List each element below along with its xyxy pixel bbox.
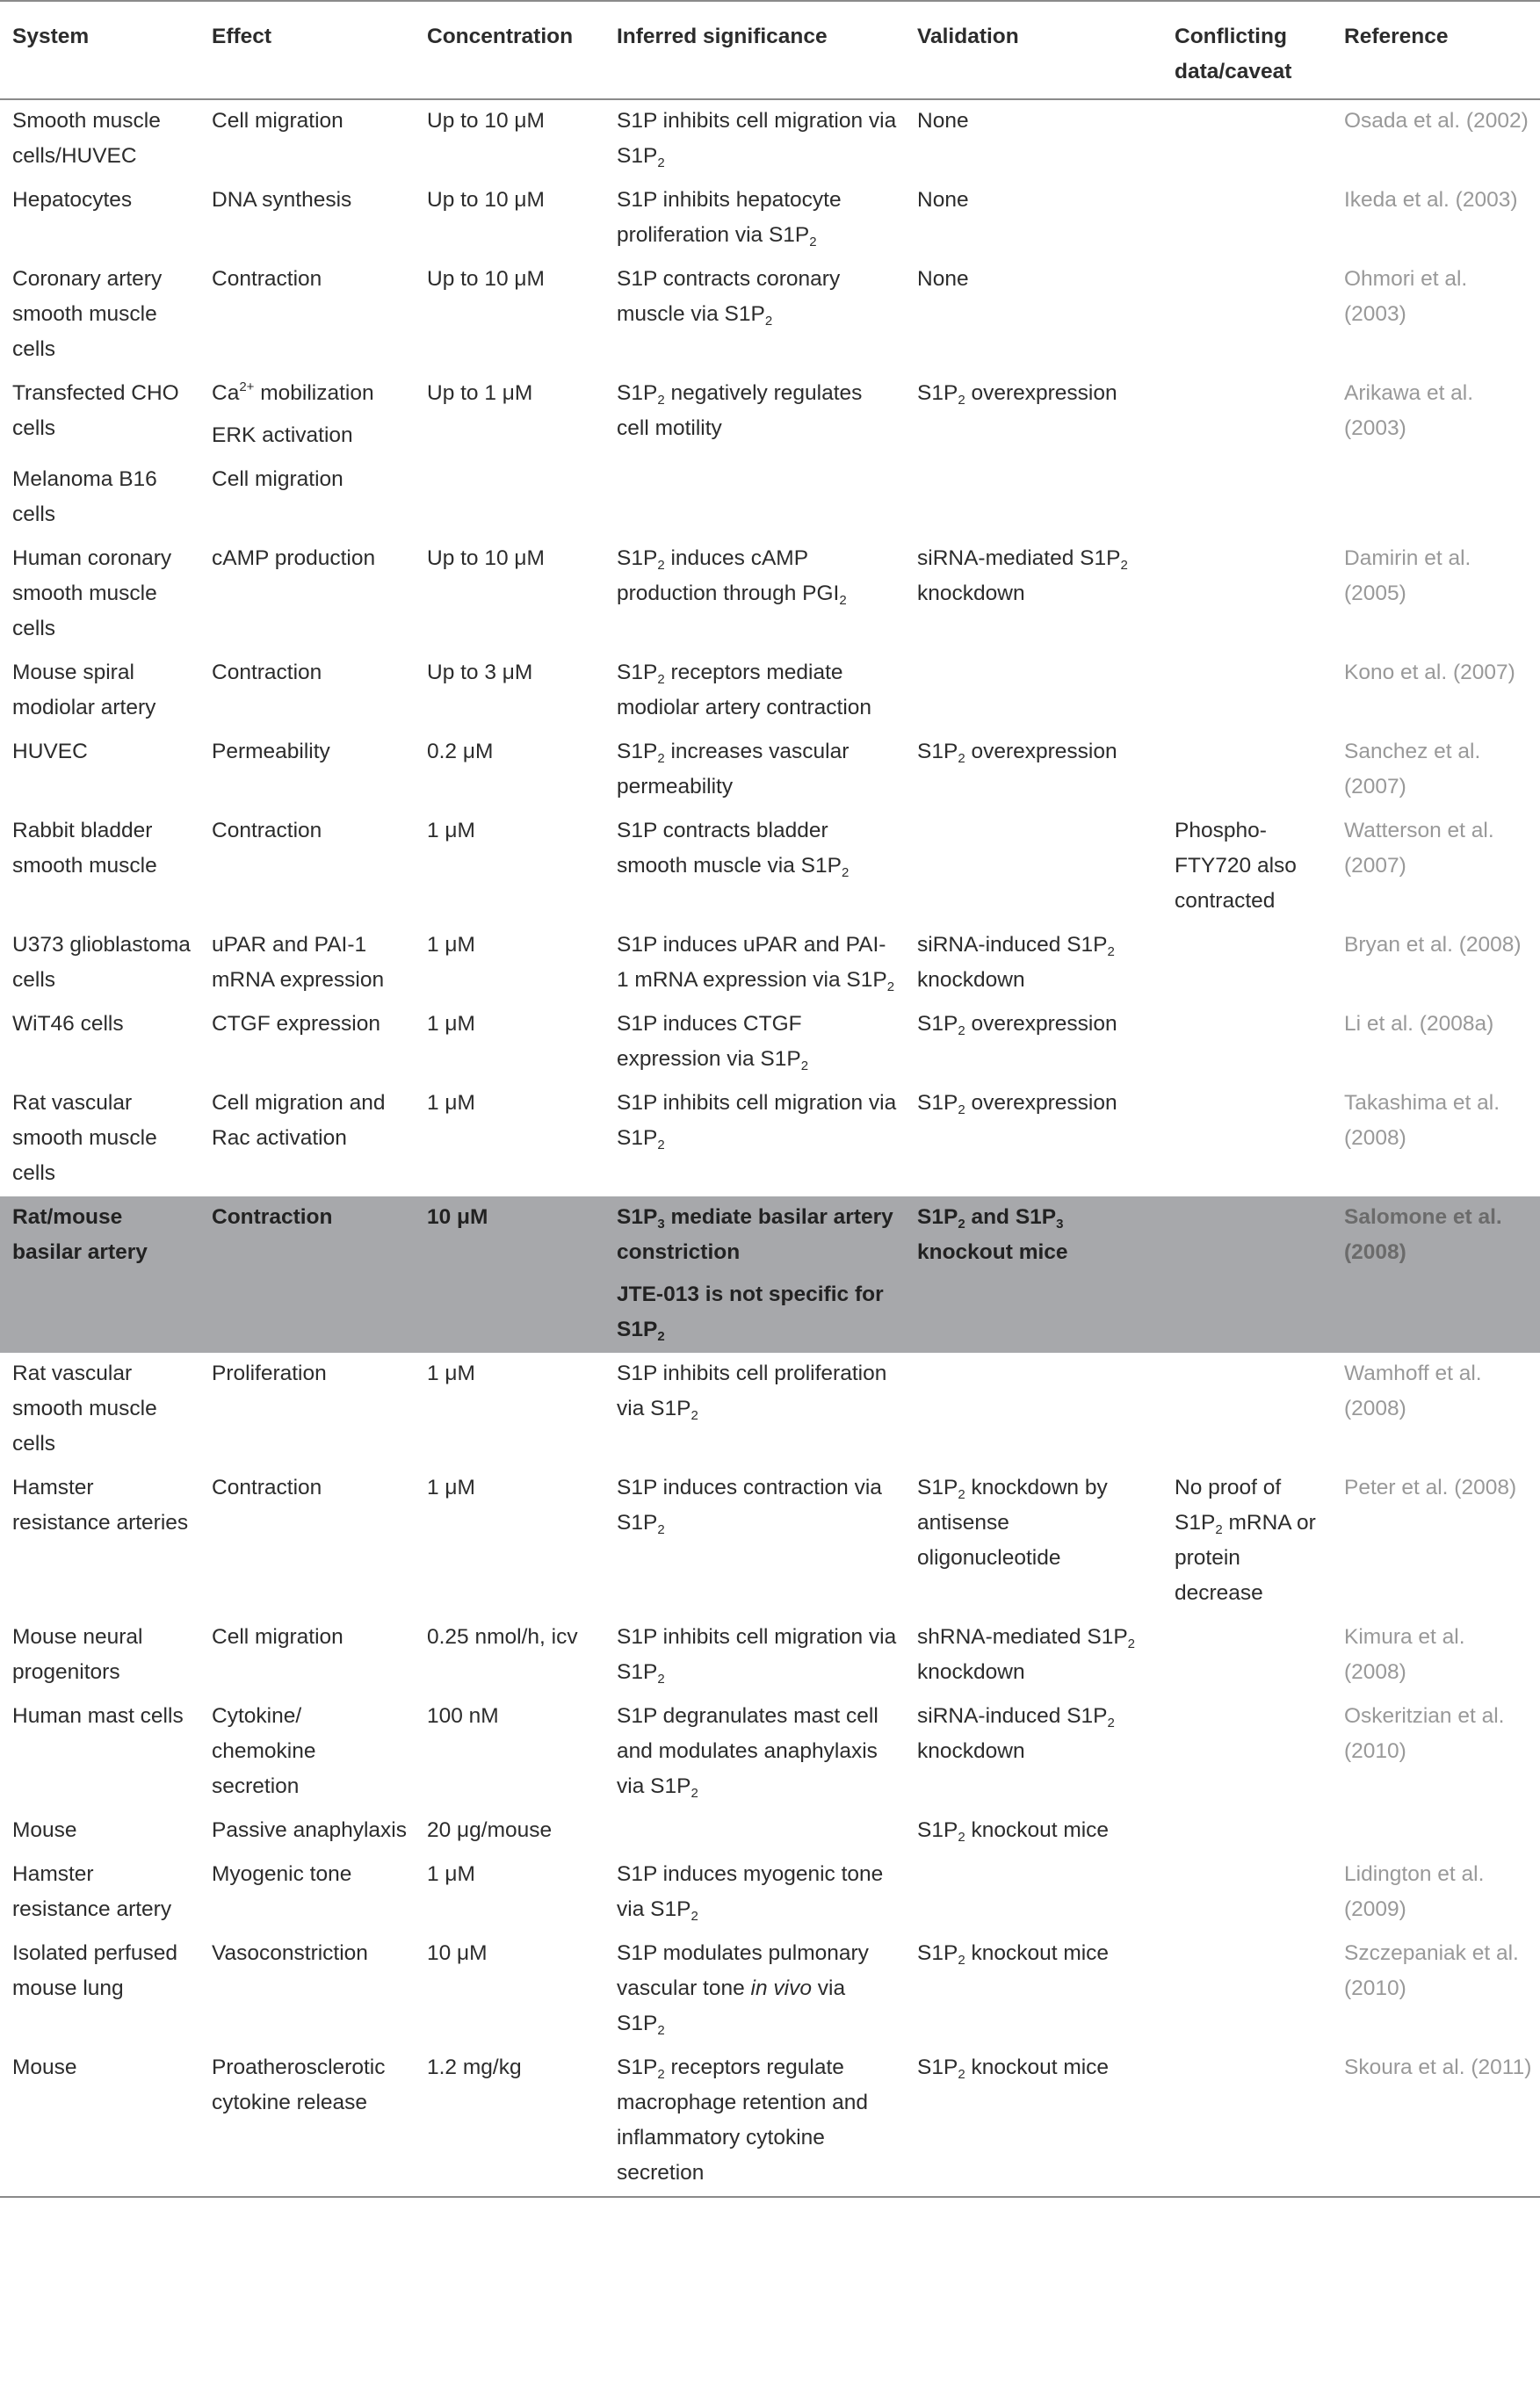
cell-system: Mouse spiral modiolar artery xyxy=(12,661,156,719)
cell-effect: Cell migration xyxy=(212,1625,343,1649)
table-row xyxy=(0,1467,1540,1616)
table-row xyxy=(0,731,1540,810)
cell-validation: None xyxy=(917,267,969,291)
cell-significance: S1P contracts bladder smooth muscle via $S1P_2$ xyxy=(617,819,850,880)
cell-effect: Contraction xyxy=(212,1476,322,1499)
cell-effect: Cell migration xyxy=(212,109,343,133)
cell-validation: $S1P_2$ knockdown by antisense oligonucleotide xyxy=(917,1476,1108,1570)
cell-concentration: 1 μM xyxy=(427,1362,475,1385)
cell-caveat xyxy=(1162,1616,1332,1695)
cell-caveat xyxy=(1162,1003,1332,1082)
cell-caveat xyxy=(1162,459,1332,538)
cell-validation xyxy=(905,652,1162,731)
cell-effect: cAMP production xyxy=(212,546,376,570)
cell-system: Hepatocytes xyxy=(12,188,133,212)
cell-system: Human mast cells xyxy=(12,1704,184,1728)
cell-validation: $S1P_2$ knockout mice xyxy=(905,2047,1162,2197)
cell-significance: $S1P_2$ receptors mediate modiolar artery contraction xyxy=(617,661,872,719)
cell-significance: S1P modulates pulmonary vascular tone in vivo via $S1P_2$ xyxy=(617,1941,869,2038)
cell-concentration xyxy=(415,459,604,538)
cell-concentration: 1 μM xyxy=(427,1476,475,1499)
cell-validation: siRNA-induced $S1P_2$ knockdown xyxy=(917,1704,1115,1763)
cell-concentration: Up to 10 μM xyxy=(427,109,545,133)
cell-caveat xyxy=(1162,1810,1332,1853)
header-validation: Validation xyxy=(905,1,1162,99)
header-reference: Reference xyxy=(1332,1,1540,99)
cell-caveat xyxy=(1162,1853,1332,1933)
cell-system: Hamster resistance artery xyxy=(12,1862,172,1921)
cell-system: Smooth muscle cells/HUVEC xyxy=(12,109,161,168)
cell-system: Coronary artery smooth muscle cells xyxy=(12,267,163,361)
cell-concentration: 1 μM xyxy=(427,1862,475,1886)
cell-concentration: Up to 10 μM xyxy=(427,188,545,212)
cell-caveat xyxy=(1162,179,1332,258)
table-row xyxy=(0,810,1540,924)
cell-validation: $S1P_2$ overexpression xyxy=(917,740,1117,766)
cell-concentration: 0.25 nmol/h, icv xyxy=(427,1625,578,1649)
cell-significance: S1P inhibits hepatocyte proliferation via $S1P_2$ xyxy=(617,188,842,249)
cell-significance: $S1P_2$ receptors regulate macrophage retention and inflammatory cytokine secretion xyxy=(604,2047,905,2197)
cell-significance: S1P inhibits cell migration via $S1P_2$ xyxy=(617,109,897,170)
cell-significance: S1P inhibits cell proliferation via $S1P_2$ xyxy=(617,1362,887,1423)
cell-concentration: 100 nM xyxy=(427,1704,499,1728)
cell-effect: Vasoconstriction xyxy=(212,1941,368,1965)
cell-reference: Osada et al. (2002) xyxy=(1344,109,1529,133)
cell-reference: Ohmori et al. (2003) xyxy=(1344,267,1468,326)
cell-caveat xyxy=(1162,1933,1332,2047)
cell-reference: Oskeritzian et al. (2010) xyxy=(1344,1704,1505,1763)
cell-system: WiT46 cells xyxy=(12,1012,124,1036)
cell-effect: Proliferation xyxy=(212,1362,327,1385)
cell-effect: Cytokine/ chemokine secretion xyxy=(212,1704,316,1798)
cell-caveat xyxy=(1162,1196,1332,1353)
cell-caveat xyxy=(1162,372,1332,459)
cell-concentration: 20 μg/mouse xyxy=(427,1818,553,1842)
table-row xyxy=(0,538,1540,652)
cell-effect: DNA synthesis xyxy=(212,188,352,212)
cell-significance: S1P induces uPAR and PAI-1 mRNA expression via $S1P_2$ xyxy=(617,933,895,994)
table-row xyxy=(0,1196,1540,1353)
cell-system: Hamster resistance arteries xyxy=(12,1476,189,1535)
cell-significance: S1P induces CTGF expression via $S1P_2$ xyxy=(617,1012,809,1073)
table-row xyxy=(0,1810,1540,1853)
cell-effect: Myogenic tone xyxy=(212,1862,352,1886)
table-row xyxy=(0,1353,1540,1467)
cell-caveat xyxy=(1162,652,1332,731)
cell-system: Mouse xyxy=(12,1818,77,1842)
cell-concentration: 1 μM xyxy=(427,1012,475,1036)
cell-concentration: Up to 1 μM xyxy=(427,381,533,405)
cell-caveat xyxy=(1162,924,1332,1003)
cell-concentration: Up to 10 μM xyxy=(427,267,545,291)
cell-caveat: Phospho-FTY720 also contracted xyxy=(1175,819,1297,913)
cell-caveat xyxy=(1162,2047,1332,2197)
cell-significance: S1P degranulates mast cell and modulates anaphylaxis via $S1P_2$ xyxy=(617,1704,878,1801)
table-row xyxy=(0,1695,1540,1810)
cell-validation xyxy=(905,1853,1162,1933)
cell-system: Rat vascular smooth muscle cells xyxy=(12,1091,157,1185)
cell-significance xyxy=(604,459,905,538)
cell-reference xyxy=(1332,459,1540,538)
cell-validation: $S1P_2$ knockout mice xyxy=(917,1941,1110,1968)
cell-system: Rat/mouse basilar artery xyxy=(0,1196,199,1353)
cell-system: Isolated perfused mouse lung xyxy=(12,1941,177,2000)
cell-reference: Peter et al. (2008) xyxy=(1344,1476,1517,1499)
cell-reference: Bryan et al. (2008) xyxy=(1344,933,1522,957)
cell-system: Melanoma B16 cells xyxy=(12,467,157,526)
table-row xyxy=(0,1003,1540,1082)
cell-concentration: 10 μM xyxy=(415,1196,604,1353)
header-concentration: Concentration xyxy=(415,1,604,99)
cell-caveat: No proof of $S1P_2$ mRNA or protein decrease xyxy=(1175,1476,1316,1605)
cell-concentration: Up to 10 μM xyxy=(427,546,545,570)
cell-significance xyxy=(604,1810,905,1853)
table-row xyxy=(0,459,1540,538)
cell-concentration: 0.2 μM xyxy=(427,740,494,763)
cell-concentration: 1.2 mg/kg xyxy=(415,2047,604,2197)
cell-reference: Ikeda et al. (2003) xyxy=(1344,188,1518,212)
table-row xyxy=(0,1082,1540,1196)
cell-caveat xyxy=(1162,538,1332,652)
cell-caveat xyxy=(1162,731,1332,810)
cell-system: Transfected CHO cells xyxy=(12,381,179,440)
cell-effect: Cell migration xyxy=(212,467,343,491)
header-system: System xyxy=(0,1,199,99)
cell-significance: S1P induces myogenic tone via $S1P_2$ xyxy=(617,1862,884,1924)
cell-reference: Wamhoff et al. (2008) xyxy=(1344,1362,1482,1420)
cell-validation: $S1P_2$ overexpression xyxy=(917,1091,1117,1117)
cell-validation: $S1P_2$ and $S1P_3$ knockout mice xyxy=(905,1196,1162,1353)
header-row xyxy=(0,1,1540,99)
cell-reference: Takashima et al. (2008) xyxy=(1344,1091,1500,1150)
header-caveat: Conflicting data/caveat xyxy=(1162,1,1332,99)
cell-reference xyxy=(1332,1810,1540,1853)
cell-reference: Arikawa et al. (2003) xyxy=(1344,381,1474,440)
cell-reference: Szczepaniak et al. (2010) xyxy=(1344,1941,1519,2000)
cell-concentration: 1 μM xyxy=(427,933,475,957)
cell-effect: CTGF expression xyxy=(212,1012,380,1036)
cell-concentration: 1 μM xyxy=(427,1091,475,1115)
cell-reference: Salomone et al. (2008) xyxy=(1332,1196,1540,1353)
table-row xyxy=(0,1933,1540,2047)
cell-system: Human coronary smooth muscle cells xyxy=(12,546,172,640)
cell-reference: Watterson et al. (2007) xyxy=(1344,819,1494,878)
table-row xyxy=(0,2047,1540,2197)
cell-validation: None xyxy=(917,109,969,133)
cell-effect: Contraction xyxy=(212,661,322,684)
table-row xyxy=(0,1853,1540,1933)
cell-caveat xyxy=(1162,1695,1332,1810)
cell-effect: Cell migration and Rac activation xyxy=(212,1091,386,1150)
cell-caveat xyxy=(1162,258,1332,372)
cell-concentration: 10 μM xyxy=(427,1941,488,1965)
cell-concentration: 1 μM xyxy=(427,819,475,842)
cell-system: Mouse xyxy=(0,2047,199,2197)
cell-validation xyxy=(905,1353,1162,1467)
cell-system: U373 glioblastoma cells xyxy=(12,933,191,992)
cell-significance: S1P inhibits cell migration via $S1P_2$ xyxy=(617,1625,897,1687)
cell-effect: Proatherosclerotic cytokine release xyxy=(199,2047,415,2197)
cell-validation: None xyxy=(917,188,969,212)
cell-effect: uPAR and PAI-1 mRNA expression xyxy=(212,933,385,992)
cell-validation: $S1P_2$ overexpression xyxy=(917,381,1117,408)
cell-effect: Contraction xyxy=(212,267,322,291)
cell-effect: Passive anaphylaxis xyxy=(212,1818,407,1842)
table-row xyxy=(0,1616,1540,1695)
cell-reference: Li et al. (2008a) xyxy=(1344,1012,1494,1036)
cell-effect: Permeability xyxy=(212,740,330,763)
cell-reference: Kimura et al. (2008) xyxy=(1344,1625,1465,1684)
cell-validation: siRNA-mediated $S1P_2$ knockdown xyxy=(917,546,1128,605)
cell-significance: S1P contracts coronary muscle via $S1P_2$ xyxy=(617,267,841,329)
cell-significance: $S1P_2$ negatively regulates cell motility xyxy=(617,381,863,440)
cell-significance: $S1P_2$ induces cAMP production through $PGI_2$ xyxy=(617,546,847,608)
cell-caveat xyxy=(1162,1353,1332,1467)
cell-significance: $S1P_2$ increases vascular permeability xyxy=(617,740,850,798)
table-row xyxy=(0,372,1540,459)
table-row xyxy=(0,924,1540,1003)
cell-validation: shRNA-mediated $S1P_2$ knockdown xyxy=(917,1625,1136,1684)
cell-significance: S1P induces contraction via $S1P_2$ xyxy=(617,1476,882,1537)
cell-system: Rat vascular smooth muscle cells xyxy=(12,1362,157,1456)
table-row xyxy=(0,179,1540,258)
cell-reference: Lidington et al. (2009) xyxy=(1344,1862,1485,1921)
cell-concentration: Up to 3 μM xyxy=(427,661,533,684)
cell-system: Rabbit bladder smooth muscle xyxy=(12,819,157,878)
table-row xyxy=(0,99,1540,179)
cell-effect: $Ca^{2+}$ mobilization ERK activation xyxy=(212,379,374,447)
cell-caveat xyxy=(1162,99,1332,179)
cell-caveat xyxy=(1162,1082,1332,1196)
cell-effect: Contraction xyxy=(199,1196,415,1353)
cell-validation xyxy=(905,810,1162,924)
header-effect: Effect xyxy=(199,1,415,99)
table-row xyxy=(0,652,1540,731)
header-significance: Inferred significance xyxy=(604,1,905,99)
cell-validation: siRNA-induced $S1P_2$ knockdown xyxy=(917,933,1115,992)
table-body xyxy=(0,99,1540,2197)
cell-reference: Kono et al. (2007) xyxy=(1344,661,1515,684)
cell-reference: Skoura et al. (2011) xyxy=(1332,2047,1540,2197)
cell-reference: Damirin et al. (2005) xyxy=(1344,546,1471,605)
cell-reference: Sanchez et al. (2007) xyxy=(1344,740,1481,798)
cell-significance: S1P inhibits cell migration via $S1P_2$ xyxy=(617,1091,897,1152)
cell-validation: $S1P_2$ overexpression xyxy=(917,1012,1117,1038)
cell-validation: $S1P_2$ knockout mice xyxy=(917,1818,1110,1845)
table-row xyxy=(0,258,1540,372)
cell-significance: $S1P_3$ mediate basilar artery constriction JTE-013 is not specific for $S1P_2$ xyxy=(604,1196,905,1353)
cell-effect: Contraction xyxy=(212,819,322,842)
cell-system: HUVEC xyxy=(12,740,88,763)
cell-validation xyxy=(905,459,1162,538)
cell-system: Mouse neural progenitors xyxy=(12,1625,143,1684)
